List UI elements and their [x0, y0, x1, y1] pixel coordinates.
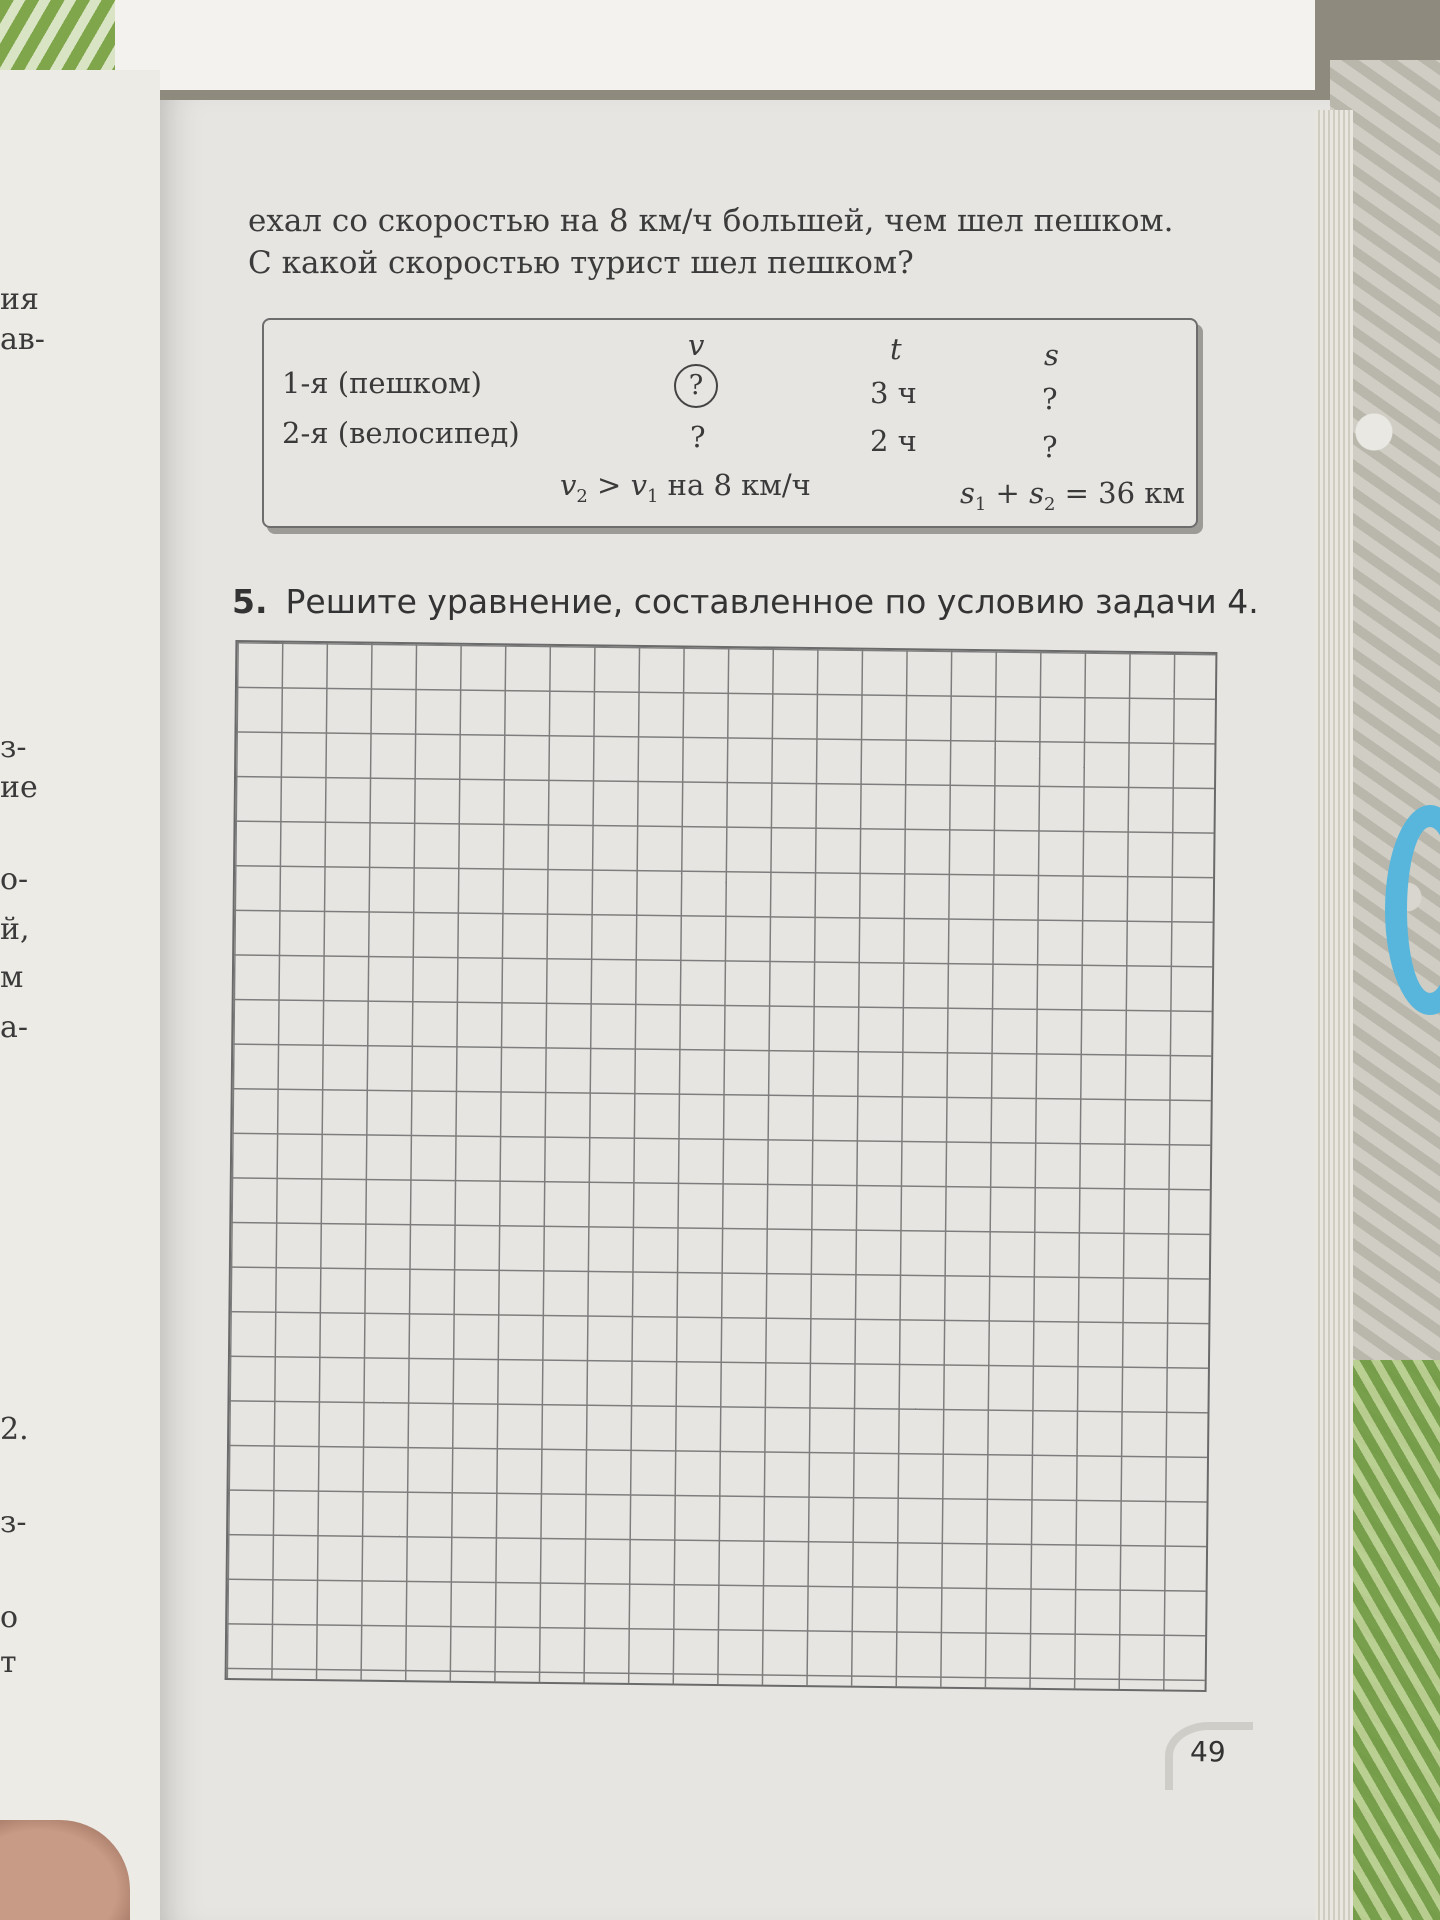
speed-condition: $v_2 > v_1$ на 8 км/ч: [560, 468, 811, 507]
background-paper-sheet: [115, 0, 1315, 90]
task-text: Решите уравнение, составленное по условию задачи 4.: [285, 582, 1259, 621]
row1-distance: ?: [1042, 382, 1058, 416]
left-page-fragment: ие: [0, 770, 38, 805]
task-heading: [232, 582, 1259, 621]
circled-question: ?: [674, 364, 718, 408]
task-number: 5.: [232, 582, 268, 621]
answer-grid[interactable]: [225, 640, 1218, 1692]
left-page-fragment: м: [0, 960, 24, 995]
row-label-bicycle: 2-я (велосипед): [282, 416, 520, 450]
header-time: t: [890, 332, 902, 366]
left-page-fragment: з-: [0, 1505, 27, 1540]
header-speed: v: [688, 328, 705, 362]
row2-distance: ?: [1042, 430, 1058, 464]
left-page-fragment: о: [0, 1600, 19, 1635]
background-green-fabric: [1350, 1360, 1440, 1920]
distance-condition: $s_1 + s_2 = 36$ км: [960, 476, 1185, 515]
page-number: 49: [1190, 1735, 1226, 1768]
left-page-fragment: ав-: [0, 322, 45, 357]
left-page-fragment: о-: [0, 862, 29, 897]
row-label-walking: 1-я (пешком): [282, 366, 482, 400]
left-page-fragment: ия: [0, 282, 39, 317]
problem-line-2: С какой скоростью турист шел пешком?: [248, 245, 914, 281]
row2-speed: ?: [690, 420, 706, 454]
data-table: [262, 318, 1198, 528]
left-page-fragment: т: [0, 1645, 17, 1680]
row2-time: 2 ч: [870, 424, 917, 458]
page-edges: [1315, 110, 1353, 1920]
background-fabric: [0, 0, 130, 70]
left-page-fragment: а-: [0, 1010, 29, 1045]
left-page-fragment: з-: [0, 730, 27, 765]
left-page-fragment: й,: [0, 912, 30, 947]
header-distance: s: [1044, 338, 1059, 372]
left-page-fragment: 2.: [0, 1412, 29, 1447]
problem-statement: [248, 200, 1228, 284]
problem-line-1: ехал со скоростью на 8 км/ч большей, чем шел пешком.: [248, 203, 1174, 239]
row1-speed-circled: [674, 364, 718, 408]
row1-time: 3 ч: [870, 376, 917, 410]
